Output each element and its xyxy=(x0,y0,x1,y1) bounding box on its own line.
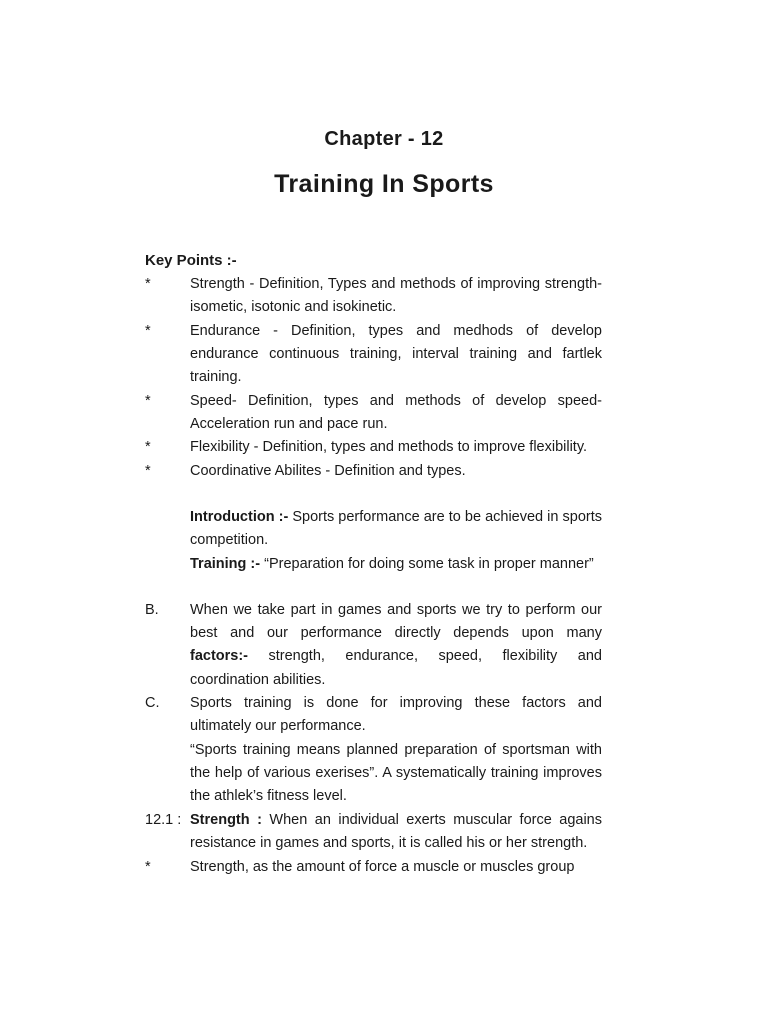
key-point-text: Endurance - Definition, types and medhods of develop endurance continuous training, interval training and fartlek training. xyxy=(190,323,602,386)
key-point-item xyxy=(145,390,602,436)
chapter-number: Chapter - 12 xyxy=(324,128,444,150)
quote-text: “Sports training means planned preparation of sportsman with the help of various exerises”. A systematically training improves the athlek’s fitness level. xyxy=(190,742,602,805)
training-text: “Preparation for doing some task in proper manner” xyxy=(260,556,594,572)
sports-training-quote xyxy=(145,739,602,809)
key-points-heading: Key Points :- xyxy=(145,252,237,269)
factors-label: factors:- xyxy=(190,648,249,665)
bullet-marker: * xyxy=(145,323,151,339)
training-definition xyxy=(145,553,602,576)
introduction-text: Sports performance are to be achieved in sports competition. xyxy=(190,509,602,549)
paragraph-b xyxy=(145,599,602,692)
paragraph-marker: B. xyxy=(145,602,159,618)
training-label: Training :- xyxy=(190,556,261,572)
bullet-marker: * xyxy=(145,439,151,455)
paragraph-c-text: Sports training is done for improving these factors and ultimately our performance. xyxy=(190,695,602,735)
strength-bullet xyxy=(145,856,602,879)
bullet-marker: * xyxy=(145,276,151,292)
strength-text: When an individual exerts muscular force agains resistance in games and sports, it is called his or her strength. xyxy=(190,812,603,852)
bullet-marker: * xyxy=(145,393,151,409)
bullet-marker: * xyxy=(145,859,151,875)
section-number: 12.1 : xyxy=(145,812,182,828)
key-point-text: Flexibility - Definition, types and methods to improve flexibility. xyxy=(190,439,588,455)
key-point-item xyxy=(145,273,602,319)
section-12-1 xyxy=(145,809,602,855)
paragraph-marker: C. xyxy=(145,695,160,711)
key-point-item xyxy=(145,320,602,390)
key-point-text: Speed- Definition, types and methods of develop speed-Acceleration run and pace run. xyxy=(190,393,602,433)
paragraph-b-text: When we take part in games and sports we try to perform our best and our performance directly depends upon many xyxy=(190,602,602,642)
introduction-paragraph xyxy=(145,506,602,552)
bullet-marker: * xyxy=(145,463,151,479)
paragraph-b-factors: strength, endurance, speed, flexibility and coordination abilities. xyxy=(190,648,602,688)
key-point-item xyxy=(145,436,602,459)
strength-label: Strength : xyxy=(190,812,262,828)
introduction-label: Introduction :- xyxy=(190,509,289,525)
key-point-text: Strength - Definition, Types and methods of improving strength-isometic, isotonic and isokinetic. xyxy=(190,276,602,316)
paragraph-c xyxy=(145,692,602,738)
chapter-title: Training In Sports xyxy=(274,170,494,198)
strength-bullet-text: Strength, as the amount of force a muscle or muscles group xyxy=(190,859,575,875)
key-point-item xyxy=(145,460,602,483)
key-point-text: Coordinative Abilites - Definition and types. xyxy=(190,463,466,479)
